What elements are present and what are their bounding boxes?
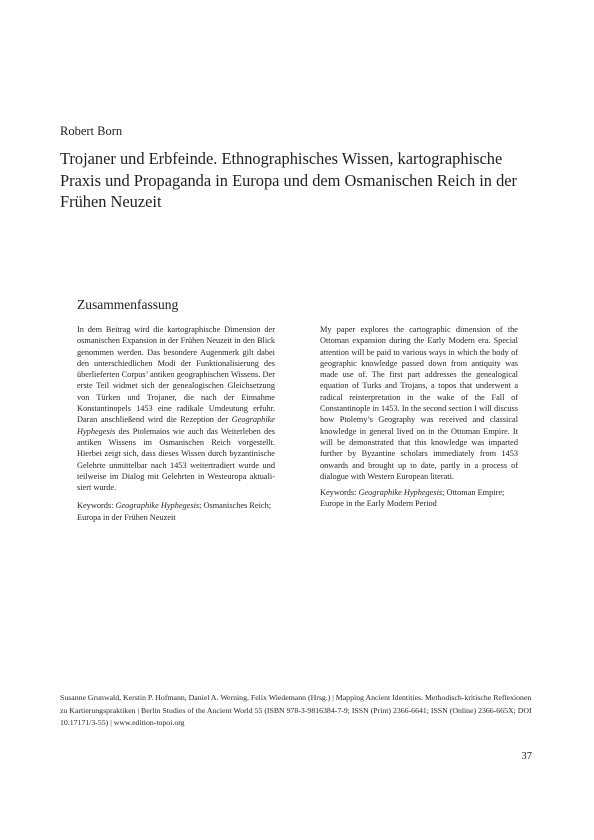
- author-name: Robert Born: [60, 124, 123, 138]
- article-title: Trojaner und Erbfeinde. Ethnographisches Wissen, kartographische Praxis und Propaganda in Europa und dem Osmanischen Reich in der Frühen Neuzeit: [60, 149, 518, 211]
- abstract-english-text: My paper explores the cartographic dimension of the Ottoman expansion during the Early Modern era. Special attention will be paid to various ways in which the body of geographic knowledge passed down from antiquity was made use of. The first part addresses the genealogical equation of Turks and Trojans, a topos that underwent a radical reinterpretation in the wake of the Fall of Constantinople in 1453. In the second section I will discuss how Ptolemy’s Geography was received and classical knowledge in general lived on in the Ottoman Empire. It will be demonstrated that this knowledge was imparted further by Byzantine scholars immediately from 1453 onwards and brought up to date, partly in a process of dialogue with Western European literati.: [320, 325, 518, 481]
- abstract-german-column: [77, 324, 275, 523]
- work-title-italic: Geographike Hyphegesis: [77, 415, 275, 436]
- page-number: 37: [521, 751, 532, 762]
- keywords-english: Keywords: Geographike Hyphegesis; Ottoman Empire; Europe in the Early Modern Period: [320, 488, 505, 509]
- abstract-german-text: In dem Beitrag wird die kartographische Dimension der osmanischen Expansion in der Frühen Neuzeit in den Blick genommen werden. Das besondere Augenmerk gilt dabei den unterschiedlichen Modi der Funktionalisierung des überlieferten Corpus’ antiken geographischen Wissens. Der erste Teil widmet sich der genealogischen Gleichsetzung von Türken und Trojaner, die nach der Einnahme Konstantinopels 1453 eine radikale Umdeutung erfuhr. Daran anschließend wird die Rezeption der Geographike Hyphegesis des Ptolemaios wie auch das Weiterleben des antiken Wissens im Osmanischen Reich vorgestellt. Hierbei zeigt sich, dass dieses Wissen durch byzantinische Gelehrte unmittelbar nach 1453 weitertradiert wurde und teilweise im Dialog mit Gelehrten in Westeuropa aktualisiert wurde.: [77, 325, 275, 493]
- keywords-german: Keywords: Geographike Hyphegesis; Osmanisches Reich; Europa in der Frühen Neuzeit: [77, 501, 272, 522]
- abstract-heading: Zusammenfassung: [77, 297, 179, 312]
- abstract-english-column: [320, 324, 518, 510]
- publication-footer: Susanne Grunwald, Kerstin P. Hofmann, Daniel A. Werning, Felix Wiedemann (Hrsg.) | Mapping Ancient Identities. Methodisch-kritische Reflexionen zu Kartierungspraktiken | Berlin Studies of the Ancient World 55 (ISBN 978-3-9816384-7-9; ISSN (Print) 2366-6641; ISSN (Online) 2366-665X; DOI 10.17171/3-55) | www.edition-topoi.org: [60, 693, 532, 728]
